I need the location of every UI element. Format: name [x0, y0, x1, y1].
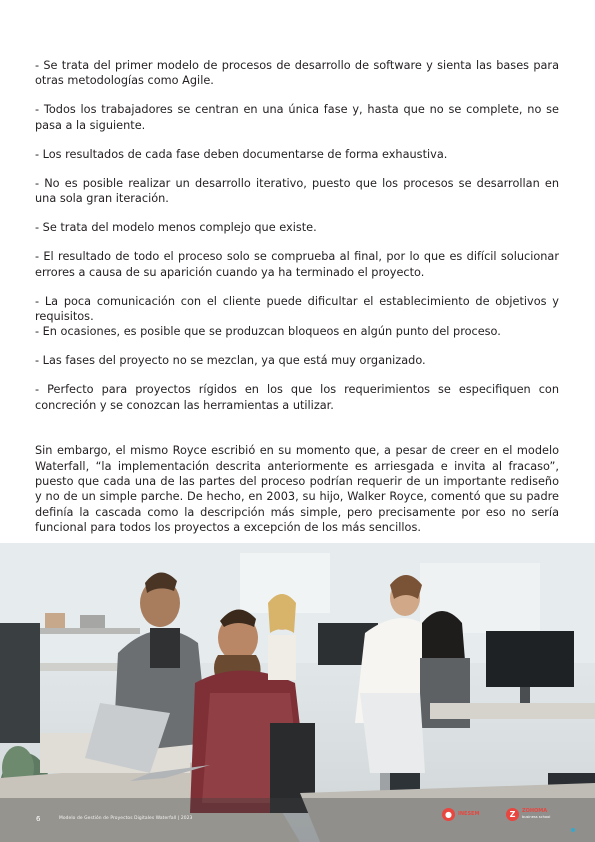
inesem-logo — [442, 808, 479, 821]
office-scene-illustration — [0, 543, 595, 842]
footer-document-title: Modelo de Gestión de Proyectos Digitales Waterfall | 2023 — [59, 816, 193, 821]
bullet-item: - Se trata del primer modelo de procesos de desarrollo de software y sienta las bases para otras metodologías como Agile. — [35, 59, 559, 88]
office-photo — [0, 543, 595, 842]
zohoma-logo-sub: business school — [522, 814, 551, 819]
bullet-item: - Perfecto para proyectos rígidos en los que los requerimientos se especifiquen con concreción y se conozcan las herramientas a utilizar. — [35, 383, 559, 412]
zohoma-logo-icon: Z — [506, 808, 519, 821]
zohoma-logo-name: ZOHOMA — [522, 807, 548, 814]
bullet-item: - Todos los trabajadores se centran en una única fase y, hasta que no se complete, no se pasa a la siguiente. — [35, 103, 559, 132]
closing-paragraph: Sin embargo, el mismo Royce escribió en su momento que, a pesar de creer en el modelo Waterfall, “la implementación descrita anteriormente es arriesgada e invita al fracaso”, puesto que cada una de las partes del proceso podrían requerir de un importante rediseño y no de un simple parche. De hecho, en 2003, su hijo, Walker Royce, comentó que su padre definía la cascada como la descripción más simple, pero precisamente por eso no sería funcional para todos los proyectos a excepción de los más sencillos. — [35, 444, 559, 535]
bullet-item: - En ocasiones, es posible que se produzcan bloqueos en algún punto del proceso. — [35, 325, 501, 339]
bullet-item: - Las fases del proyecto no se mezclan, ya que está muy organizado. — [35, 354, 426, 368]
bullet-item: - Se trata del modelo menos complejo que existe. — [35, 221, 317, 235]
page-number: 6 — [36, 815, 41, 823]
inesem-logo-text: INESEM — [458, 810, 480, 817]
bullet-item: - No es posible realizar un desarrollo iterativo, puesto que los procesos se desarrollan en una sola gran iteración. — [35, 176, 559, 206]
bullet-item: - La poca comunicación con el cliente puede dificultar el establecimiento de objetivos y requisitos. — [35, 294, 559, 324]
bullet-item: - El resultado de todo el proceso solo se comprueba al final, por lo que es difícil solucionar errores a causa de su aparición cuando ya ha terminado el proyecto. — [35, 250, 559, 279]
body-text — [35, 58, 559, 549]
zohoma-logo — [506, 808, 550, 821]
corner-dot-icon — [571, 828, 575, 832]
inesem-logo-icon: ● — [442, 808, 455, 821]
bullet-item: - Los resultados de cada fase deben documentarse de forma exhaustiva. — [35, 147, 448, 161]
zohoma-logo-text — [522, 809, 550, 820]
